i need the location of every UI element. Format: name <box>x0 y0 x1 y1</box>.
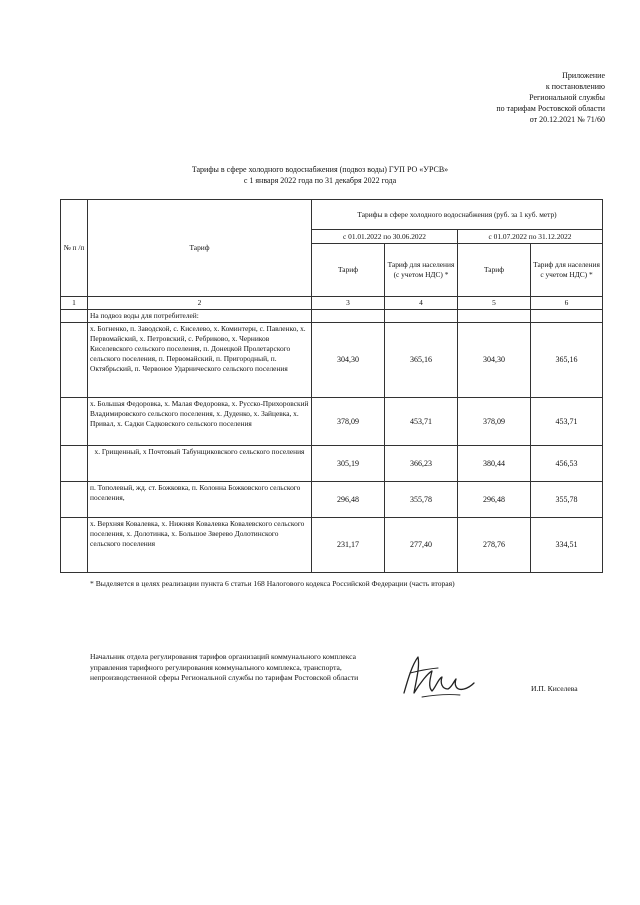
header-col-tariff-vat: Тариф для населения (с учетом НДС) * <box>385 244 458 297</box>
empty-cell <box>312 310 385 323</box>
value-cell: 453,71 <box>531 398 603 446</box>
table-row <box>61 482 603 518</box>
empty-cell <box>385 310 458 323</box>
value-cell: 231,17 <box>312 518 385 573</box>
value-cell: 380,44 <box>458 446 531 482</box>
section-label: На подвоз воды для потребителей: <box>88 310 312 323</box>
value-cell: 304,30 <box>458 323 531 398</box>
empty-cell <box>61 518 88 573</box>
value-cell: 453,71 <box>385 398 458 446</box>
appendix-line: к постановлению <box>545 82 605 91</box>
value-cell: 378,09 <box>312 398 385 446</box>
header-tariff: Тариф <box>88 200 312 297</box>
value-cell: 278,76 <box>458 518 531 573</box>
table-row <box>61 398 603 446</box>
empty-cell <box>61 482 88 518</box>
tariff-table <box>60 199 603 573</box>
index-cell: 3 <box>312 297 385 310</box>
value-cell: 355,78 <box>531 482 603 518</box>
title-line: с 1 января 2022 года по 31 декабря 2022 года <box>243 176 397 185</box>
consumers-cell: х. Грищенный, х Почтовый Табунщиковского сельского поселения <box>88 446 312 482</box>
document-title <box>0 164 640 186</box>
consumers-cell: х. Богненко, п. Заводской, с. Киселево, х. Коминтерн, с. Павленко, х. Первомайский, х. Петровский, с. Ребриково, х. Черников Киселевского сельского поселения, п. Донецкой Пролетарского сельского поселения, п. Первомайский, п. Пригородный, п. Октябрьский, п. Червоное Ударнического сельского поселения <box>88 323 312 398</box>
section-row <box>61 310 603 323</box>
empty-cell <box>61 323 88 398</box>
consumers-cell: х. Большая Федоровка, х. Малая Федоровка, х. Русско-Прихоровский Владимировского сельского поселения, х. Дуденко, х. Зайцевка, х. Привал, х. Садки Садковского сельского поселения <box>88 398 312 446</box>
consumers-cell: х. Верхняя Ковалевка, х. Нижняя Ковалевка Ковалевского сельского поселения, х. Долотинка, х. Большое Зверево Долотинского сельского поселения <box>88 518 312 573</box>
value-cell: 304,30 <box>312 323 385 398</box>
header-col-tariff: Тариф <box>312 244 385 297</box>
appendix-line: Региональной службы <box>529 93 605 102</box>
index-cell: 2 <box>88 297 312 310</box>
header-col-tariff-vat: Тариф для населения с учетом НДС) * <box>531 244 603 297</box>
appendix-line: Приложение <box>562 71 605 80</box>
index-cell: 6 <box>531 297 603 310</box>
signatory-name: И.П. Киселева <box>531 684 578 693</box>
consumers-cell: п. Тополевый, жд. ст. Божковка, п. Колонна Божковского сельского поселения, <box>88 482 312 518</box>
value-cell: 334,51 <box>531 518 603 573</box>
value-cell: 365,16 <box>385 323 458 398</box>
header-period-1: с 01.01.2022 по 30.06.2022 <box>312 230 458 244</box>
index-cell: 4 <box>385 297 458 310</box>
header-group: Тарифы в сфере холодного водоснабжения (руб. за 1 куб. метр) <box>312 200 603 230</box>
value-cell: 456,53 <box>531 446 603 482</box>
empty-cell <box>531 310 603 323</box>
value-cell: 366,23 <box>385 446 458 482</box>
value-cell: 305,19 <box>312 446 385 482</box>
value-cell: 365,16 <box>531 323 603 398</box>
appendix-heading <box>496 70 605 125</box>
table-row <box>61 518 603 573</box>
appendix-line: от 20.12.2021 № 71/60 <box>529 115 605 124</box>
value-cell: 296,48 <box>312 482 385 518</box>
index-row <box>61 297 603 310</box>
table-row <box>61 446 603 482</box>
table-row <box>61 323 603 398</box>
empty-cell <box>61 310 88 323</box>
handwritten-signature <box>398 653 478 706</box>
header-period-2: с 01.07.2022 по 31.12.2022 <box>458 230 603 244</box>
header-col-tariff: Тариф <box>458 244 531 297</box>
signatory-position: Начальник отдела регулирования тарифов организаций коммунального комплекса управления тарифного регулирования коммунального комплекса, транспорта, непроизводственной сферы Региональной службы по тарифам Ростовской области <box>90 652 359 682</box>
title-line: Тарифы в сфере холодного водоснабжения (подвоз воды) ГУП РО «УРСВ» <box>191 165 449 174</box>
value-cell: 355,78 <box>385 482 458 518</box>
value-cell: 296,48 <box>458 482 531 518</box>
index-cell: 5 <box>458 297 531 310</box>
empty-cell <box>61 398 88 446</box>
empty-cell <box>61 446 88 482</box>
index-cell: 1 <box>61 297 88 310</box>
empty-cell <box>458 310 531 323</box>
footnote: * Выделяется в целях реализации пункта 6 статьи 168 Налогового кодекса Российской Федерации (часть вторая) <box>90 579 455 588</box>
value-cell: 277,40 <box>385 518 458 573</box>
header-number: № п /п <box>61 200 88 297</box>
appendix-line: по тарифам Ростовской области <box>496 104 605 113</box>
value-cell: 378,09 <box>458 398 531 446</box>
